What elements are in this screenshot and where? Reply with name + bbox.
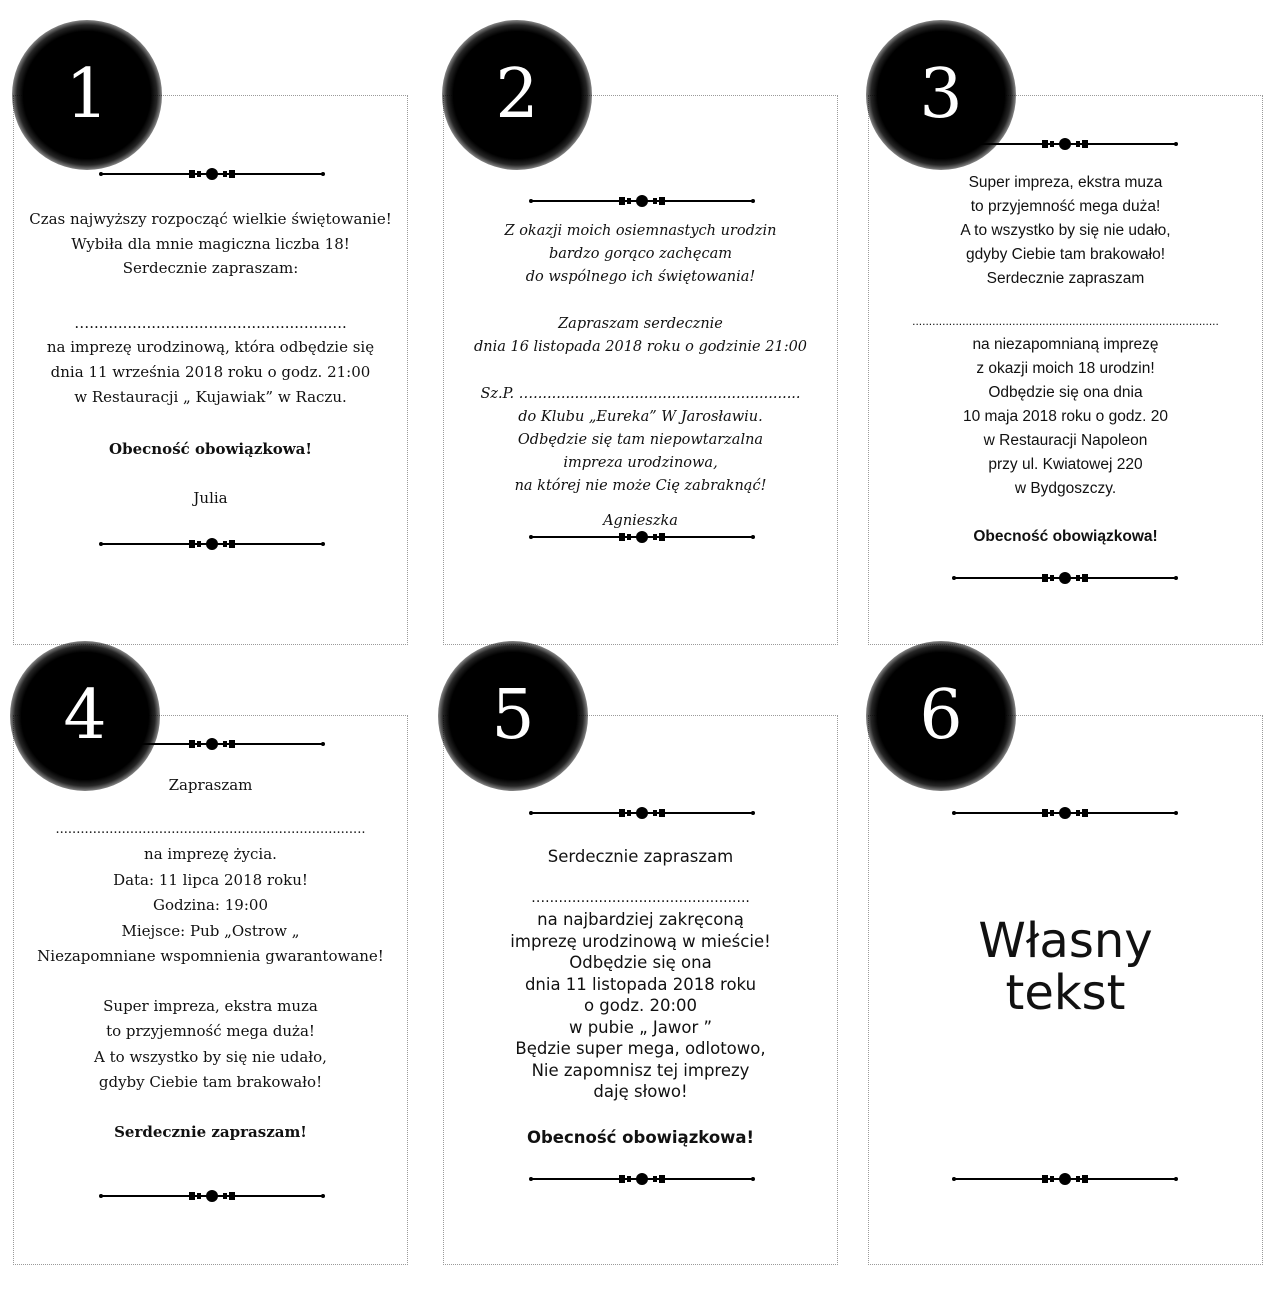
number-badge-5: 5: [438, 641, 588, 791]
ornament-top: [950, 806, 1180, 820]
ornament-bottom: [950, 571, 1180, 585]
card-2-text: Z okazji moich osiemnastych urodzin bardzo gorąco zachęcam do wspólnego ich świętowania! Zapraszam serdecznie dnia 16 listopada 2018 roku o godzinie 21:00 Sz.P. ….......................................................... do Klubu „Eureka” W Jarosławiu. Odbędzie się tam niepowtarzalna impreza urodzinowa, na której nie może Cię zabraknąć! Agnieszka: [473, 223, 808, 529]
number-badge-6: 6: [866, 641, 1016, 791]
ornament-bottom: [527, 1172, 757, 1186]
ornament-top: [527, 194, 757, 208]
card-6-custom-text[interactable]: Własny tekst: [978, 913, 1153, 1021]
card-1-text: Czas najwyższy rozpocząć wielkie świętowanie! Wybiła dla mnie magiczna liczba 18! Serdecznie zapraszam: …...................................................... na imprezę urodzinową, która odbędzie się dnia 11 września 2018 roku o godz. 21:00 w Restauracji „ Kujawiak” w Raczu. Obecność obowiązkowa! Julia: [29, 210, 392, 507]
number-badge-2: 2: [442, 20, 592, 170]
ornament-bottom: [527, 530, 757, 544]
card-4-text: Zapraszam ........................................................................... na imprezę życia. Data: 11 lipca 2018 roku! Godzina: 19:00 Miejsce: Pub „Ostrow „ Niezapomniane wspomnienia gwarantowane! Super impreza, ekstra muza to przyjemność mega duża! A to wszystko by się nie udało, gdyby Ciebie tam brakowało! Serdecznie zapraszam!: [37, 776, 384, 1141]
ornament-bottom: [97, 537, 327, 551]
card-5-text: Serdecznie zapraszam ….............................................. na najbardziej zakręconą imprezę urodzinową w mieście! Odbędzie się ona dnia 11 listopada 2018 roku o godz. 20:00 w pubie „ Jawor ” Będzie super mega, odlotowo, Nie zapomnisz tej imprezy daję słowo! Obecność obowiązkowa!: [510, 847, 771, 1147]
ornament-bottom: [950, 1172, 1180, 1186]
number-badge-3: 3: [866, 20, 1016, 170]
number-badge-1: 1: [12, 20, 162, 170]
card-3-text: Super impreza, ekstra muza to przyjemność mega duża! A to wszystko by się nie udało, gdyby Ciebie tam brakowało! Serdecznie zapraszam ............................................................................................ na niezapomnianą imprezę z okazji moich 18 urodzin! Odbędzie się ona dnia 10 maja 2018 roku o godz. 20 w Restauracji Napoleon przy ul. Kwiatowej 220 w Bydgoszczy. Obecność obowiązkowa!: [912, 174, 1219, 545]
ornament-top: [527, 806, 757, 820]
ornament-top: [97, 167, 327, 181]
ornament-bottom: [97, 1189, 327, 1203]
number-badge-4: 4: [10, 641, 160, 791]
